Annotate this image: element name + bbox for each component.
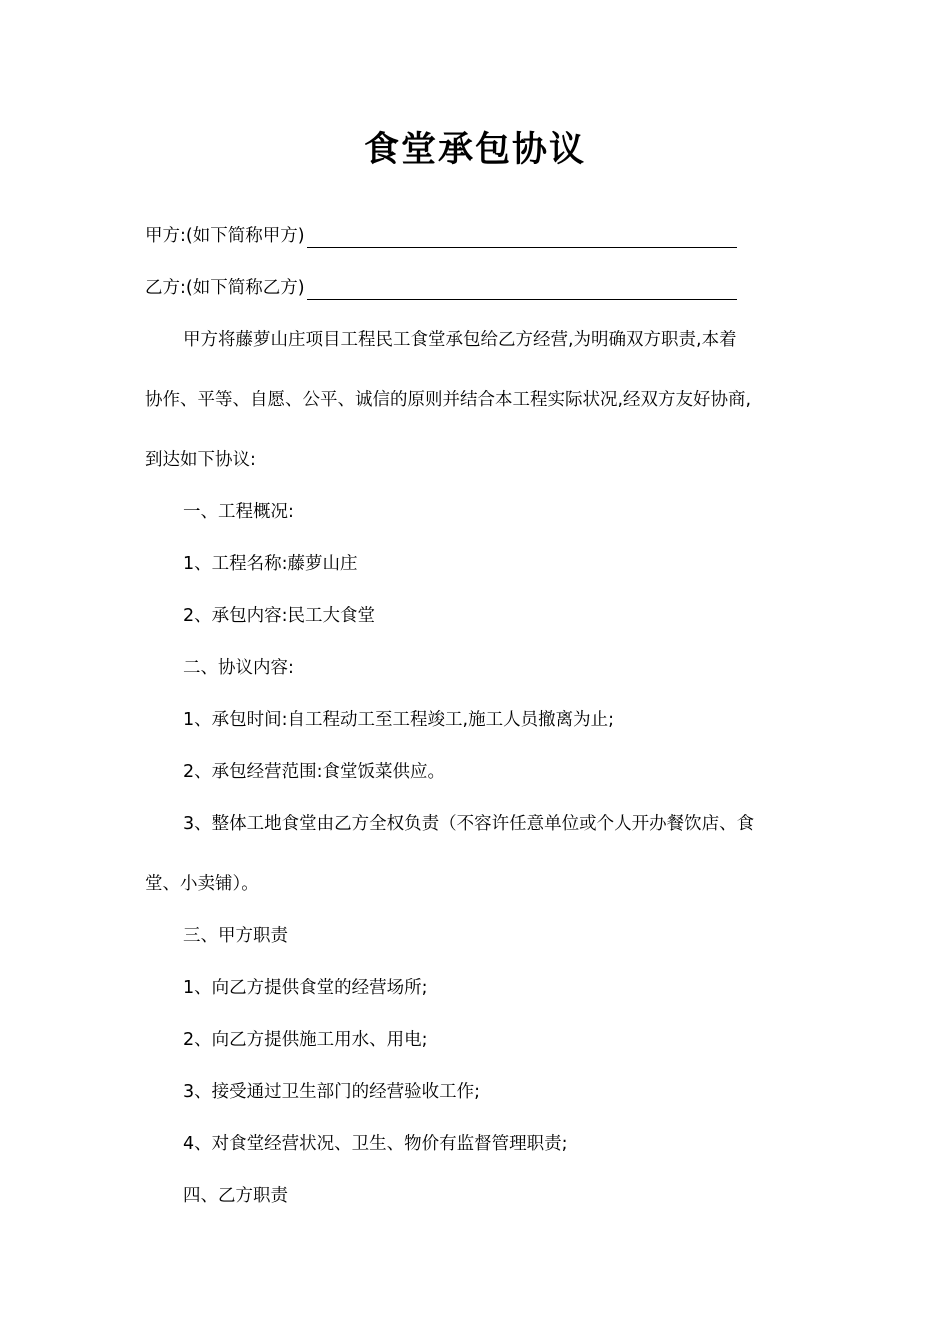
section-2-item: 3、整体工地食堂由乙方全权负责（不容许任意单位或个人开办餐饮店、食	[183, 814, 755, 834]
section-2-item: 1、承包时间:自工程动工至工程竣工,施工人员撤离为止;	[183, 710, 614, 730]
party-b-line	[145, 276, 737, 300]
intro-line-1: 甲方将藤萝山庄项目工程民工食堂承包给乙方经营,为明确双方职责,本着	[183, 330, 737, 350]
document-title: 食堂承包协议	[363, 129, 586, 170]
party-a-blank	[307, 227, 737, 248]
section-4-heading: 四、乙方职责	[183, 1186, 288, 1206]
section-2-item: 2、承包经营范围:食堂饭菜供应。	[183, 762, 446, 782]
section-3-heading: 三、甲方职责	[183, 926, 288, 946]
party-b-label: 乙方:(如下简称乙方)	[145, 278, 305, 298]
section-1-item: 2、承包内容:民工大食堂	[183, 606, 376, 626]
intro-line-3: 到达如下协议:	[145, 450, 256, 470]
section-2-item-continuation: 堂、小卖铺）。	[145, 874, 259, 894]
section-1-item: 1、工程名称:藤萝山庄	[183, 554, 358, 574]
section-3-item: 1、向乙方提供食堂的经营场所;	[183, 978, 428, 998]
party-b-blank	[307, 279, 737, 300]
intro-line-2: 协作、平等、自愿、公平、诚信的原则并结合本工程实际状况,经双方友好协商,	[145, 390, 752, 410]
section-2-heading: 二、协议内容:	[183, 658, 294, 678]
section-3-item: 4、对食堂经营状况、卫生、物价有监督管理职责;	[183, 1134, 568, 1154]
section-3-item: 3、接受通过卫生部门的经营验收工作;	[183, 1082, 481, 1102]
party-a-line	[145, 224, 737, 248]
section-3-item: 2、向乙方提供施工用水、用电;	[183, 1030, 428, 1050]
section-1-heading: 一、工程概况:	[183, 502, 294, 522]
party-a-label: 甲方:(如下简称甲方)	[145, 226, 305, 246]
